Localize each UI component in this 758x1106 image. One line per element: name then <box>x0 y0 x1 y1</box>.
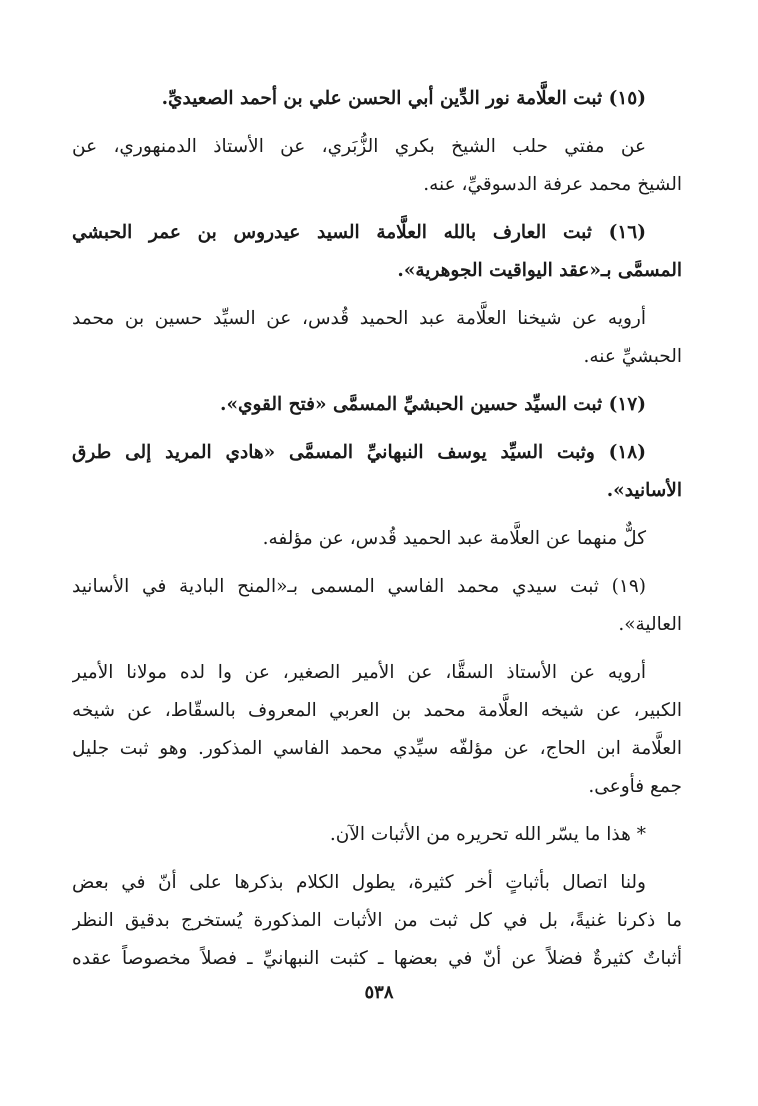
entry-heading-17 <box>72 386 682 424</box>
text-line: أرويه عن شيخنا العلَّامة عبد الحميد قُدس، عن السيِّد حسين بن محمد <box>72 308 646 329</box>
page-number: ٥٣٨ <box>364 982 394 1003</box>
text-line: (١٦) ثبت العارف بالله العلَّامة السيد عيدروس بن عمر الحبشي <box>72 222 646 243</box>
text-line: جمع فأوعى. <box>588 776 682 797</box>
entry-body-17-18 <box>72 520 682 558</box>
entry-heading-18 <box>72 434 682 510</box>
entry-heading-15 <box>72 80 682 118</box>
entry-body-16 <box>72 300 682 376</box>
text-line: الشيخ محمد عرفة الدسوقيِّ، عنه. <box>423 174 682 195</box>
text-line: (١٩) ثبت سيدي محمد الفاسي المسمى بـ«المنح البادية في الأسانيد <box>72 576 646 597</box>
text-line: ولنا اتصال بأثباتٍ أخر كثيرة، يطول الكلام بذكرها على أنّ في بعض <box>72 872 646 893</box>
text-line: كلٌّ منهما عن العلَّامة عبد الحميد قُدس، عن مؤلفه. <box>262 528 646 549</box>
entry-heading-19 <box>72 568 682 644</box>
closing-note <box>72 816 682 854</box>
text-line: (١٧) ثبت السيِّد حسين الحبشيِّ المسمَّى «فتح القوي». <box>220 394 646 415</box>
entry-body-15 <box>72 128 682 204</box>
text-line: العالية». <box>618 614 682 635</box>
final-paragraph <box>72 864 682 978</box>
text-line: * هذا ما يسّر الله تحريره من الأثبات الآن. <box>329 824 646 845</box>
text-line: المسمَّى بـ«عقد اليواقيت الجوهرية». <box>397 260 682 281</box>
text-line: (١٥) ثبت العلَّامة نور الدِّين أبي الحسن علي بن أحمد الصعيديِّ. <box>161 88 646 109</box>
text-body <box>72 80 682 978</box>
text-line: (١٨) وثبت السيِّد يوسف النبهانيِّ المسمَّى «هادي المريد إلى طرق <box>72 442 646 463</box>
text-line: عن مفتي حلب الشيخ بكري الزُّبَري، عن الأستاذ الدمنهوري، عن <box>72 136 646 157</box>
text-line: الكبير، عن شيخه العلَّامة محمد بن العربي المعروف بالسقّاط، عن شيخه <box>72 700 682 721</box>
text-line: ما ذكرنا غنيةً، بل في كل ثبت من الأثبات المذكورة يُستخرج بدقيق النظر <box>72 910 682 931</box>
text-line: الحبشيِّ عنه. <box>583 346 682 367</box>
entry-heading-16 <box>72 214 682 290</box>
text-line: أثباتٌ كثيرةٌ فضلاً عن أنّ في بعضها ـ كثبت النبهانيِّ ـ فصلاً مخصوصاً عقده <box>72 948 682 969</box>
entry-body-19 <box>72 654 682 806</box>
text-line: الأسانيد». <box>606 480 682 501</box>
text-line: أرويه عن الأستاذ السقَّا، عن الأمير الصغير، عن وا لده مولانا الأمير <box>72 662 646 683</box>
text-line: العلَّامة ابن الحاج، عن مؤلفّه سيِّدي محمد الفاسي المذكور. وهو ثبت جليل <box>72 738 682 759</box>
